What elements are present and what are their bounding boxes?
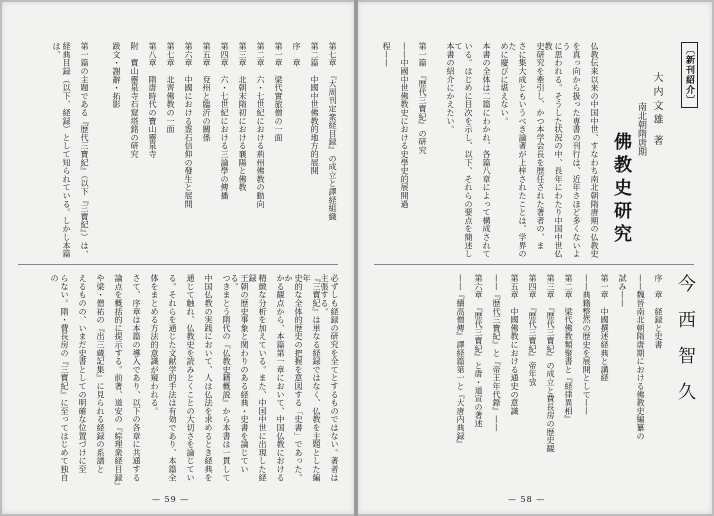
body-col: 体をまとめる方法的意識が窺われる。 [150, 274, 160, 416]
toc-line: 第六章 中國における霊石信仰の發生と展開 [184, 42, 194, 208]
page-number: — 59 — [152, 495, 190, 504]
page-number: — 58 — [508, 495, 546, 504]
body-col: 必ずしも経録の研究を全てとするものではない。著者は主張する。 [320, 274, 340, 482]
body-col: えるものの、いまだ史書としての明確な位置づけに至 [78, 274, 88, 474]
intro-col: 本書の全体は二篇にわかれ、各篇八章によって構成されて [482, 42, 492, 258]
toc-line: 試み—— [618, 274, 628, 308]
body-col: 通じて触れ、仏教史を読みとくことの大切さを論じてい [186, 274, 196, 482]
body-col: 王朝の歴史事象と関わりのある経典・史書を論じている。 [230, 274, 250, 474]
reviewer-name: 今西智久 [675, 274, 696, 418]
toc-line: ——典籍整然の歴史を展開として—— [582, 274, 592, 416]
toc-line: 第二章 梁代佛教類聚書と『経律異相』 [564, 274, 574, 424]
toc-line: 第三章 『歴代三寶紀』の成立と費長房の歴史観 [546, 274, 556, 453]
section-rule [18, 264, 338, 265]
toc-line: ——魏晉南北朝隋唐期における佛教史編纂の [636, 274, 646, 440]
toc-line: ——『續高僧傳』譯経篇第一と『大唐内典録』 [456, 274, 466, 449]
toc-line: 第七章 北齊佛教の一面 [166, 42, 176, 134]
intro-col: いる。はじめに目次を示し、以下、それらの要点を簡述して [454, 42, 474, 258]
toc-line: 第二章 六・七世紀における荊州佛教の動向 [256, 42, 266, 208]
body-col: 精緻な分析を加えている。また、中国中世に出現した経録 [248, 274, 268, 482]
book-title: 佛教史研究 [611, 132, 632, 247]
intro-col: 仏教伝来以来の中国中世、すなわち南北朝隋唐期の仏教史 [590, 42, 600, 258]
toc-line: 第二篇 中國中世佛教的地方的展開 [310, 42, 320, 175]
left-page [2, 2, 354, 514]
toc-line: 附 寶山靈泉寺石窟塔銘の研究 [130, 42, 140, 159]
intro-col: 本書の紹介にかえたい。 [446, 42, 456, 134]
body-col: や梁・僧祐の『出三蔵記集』に見られる経録の系譜と [96, 274, 106, 474]
intro-col: 史研究を牽引し、かつ本学会長を歴任された著者の、ま [536, 42, 546, 250]
toc-line: 第一篇 『歴代三寶紀』の研究 [418, 42, 428, 155]
intro-col: めに慶びに堪えない。 [500, 42, 510, 125]
toc-line: 第六章 『歴代三寶紀』と唐・道宣の著述 [474, 274, 484, 428]
toc-line: 跋文・謝辭・拓影 [112, 42, 122, 109]
new-publication-tag: 〔新刊紹介〕 [681, 42, 698, 108]
toc-line: 序 章 経録と史書 [654, 274, 664, 349]
body-col: かる観点から、本篇第一章において、中国仏教における [276, 274, 286, 482]
toc-line: 序 章 [292, 42, 302, 67]
body-col: る。それらを通じた文献学的手法は有効であり、本篇全 [168, 274, 178, 482]
body-col: 経典目録（以下、経録）として知られている。しかし本篇は、 [52, 42, 72, 258]
toc-line: 第五章 中國佛教における通史の意識 [510, 274, 520, 416]
toc-line: 第四章 六・七世紀における三論學の傳播 [220, 42, 230, 200]
toc-line: 程—— [382, 42, 392, 67]
book-subtitle: 南北朝隋唐期 [636, 102, 646, 156]
toc-line: 第七章 『大周刊定衆経目録』の成立と譯経組織 [328, 42, 338, 221]
intro-col: を真っ向から扱った専書の刊行は、近年さほど多くないよう [562, 42, 582, 258]
section-rule [374, 264, 694, 265]
toc-line: 第一章 中國撰述経典と講経 [600, 274, 610, 382]
toc-line: 第一章 梁代實旅僧の一面 [274, 42, 284, 142]
toc-line: 第四章 『歴代三寶紀』帝年攷 [528, 274, 538, 387]
body-col: 第一篇の主題である『歴代三寶紀』（以下『三寶紀』）は、 [80, 42, 90, 258]
toc-line: ——中國中世佛教史における史學史的展開過 [400, 42, 410, 208]
body-col: 『三寶紀』は単なる経録ではなく、仏教を主題とした編年 [302, 274, 322, 482]
body-col: 論点を概括的に提示する。前著、道安の『綜理衆経目録』 [114, 274, 124, 490]
toc-line: 第五章 兗州と臨沂の關係 [202, 42, 212, 142]
toc-line: ——『歴代三寶紀』と『帝王年代錄』—— [492, 274, 502, 432]
toc-line: 第八章 隋唐時代の寶山靈泉寺 [148, 42, 158, 159]
toc-line: 第三章 北朝末隋初における襄陽と佛教 [238, 42, 248, 192]
body-col: らない。隋・費長房の『三寶紀』に至ってはじめて独自の [50, 274, 70, 482]
intro-col: に思われる。そうした状況の中、長年にわたり中国中世仏教 [544, 42, 564, 258]
right-page [358, 2, 712, 514]
book-author: 大内文雄 著 [651, 72, 662, 150]
body-col: 史的な全体的歴史の把握を意図する「史書」であった。か [284, 274, 304, 482]
body-col: さて、序章は本篇の導入であり、以下の各章に共通する [132, 274, 142, 482]
body-col: つきまとう隋代の『仏教史籍概説』から本書は一貫して [222, 274, 232, 482]
body-col: 中国仏教の実践において、人は仏法を求めるとき経典を [204, 274, 214, 482]
intro-col: さに集大成ともいうべき論著が上梓されたことは、学界のた [508, 42, 528, 258]
